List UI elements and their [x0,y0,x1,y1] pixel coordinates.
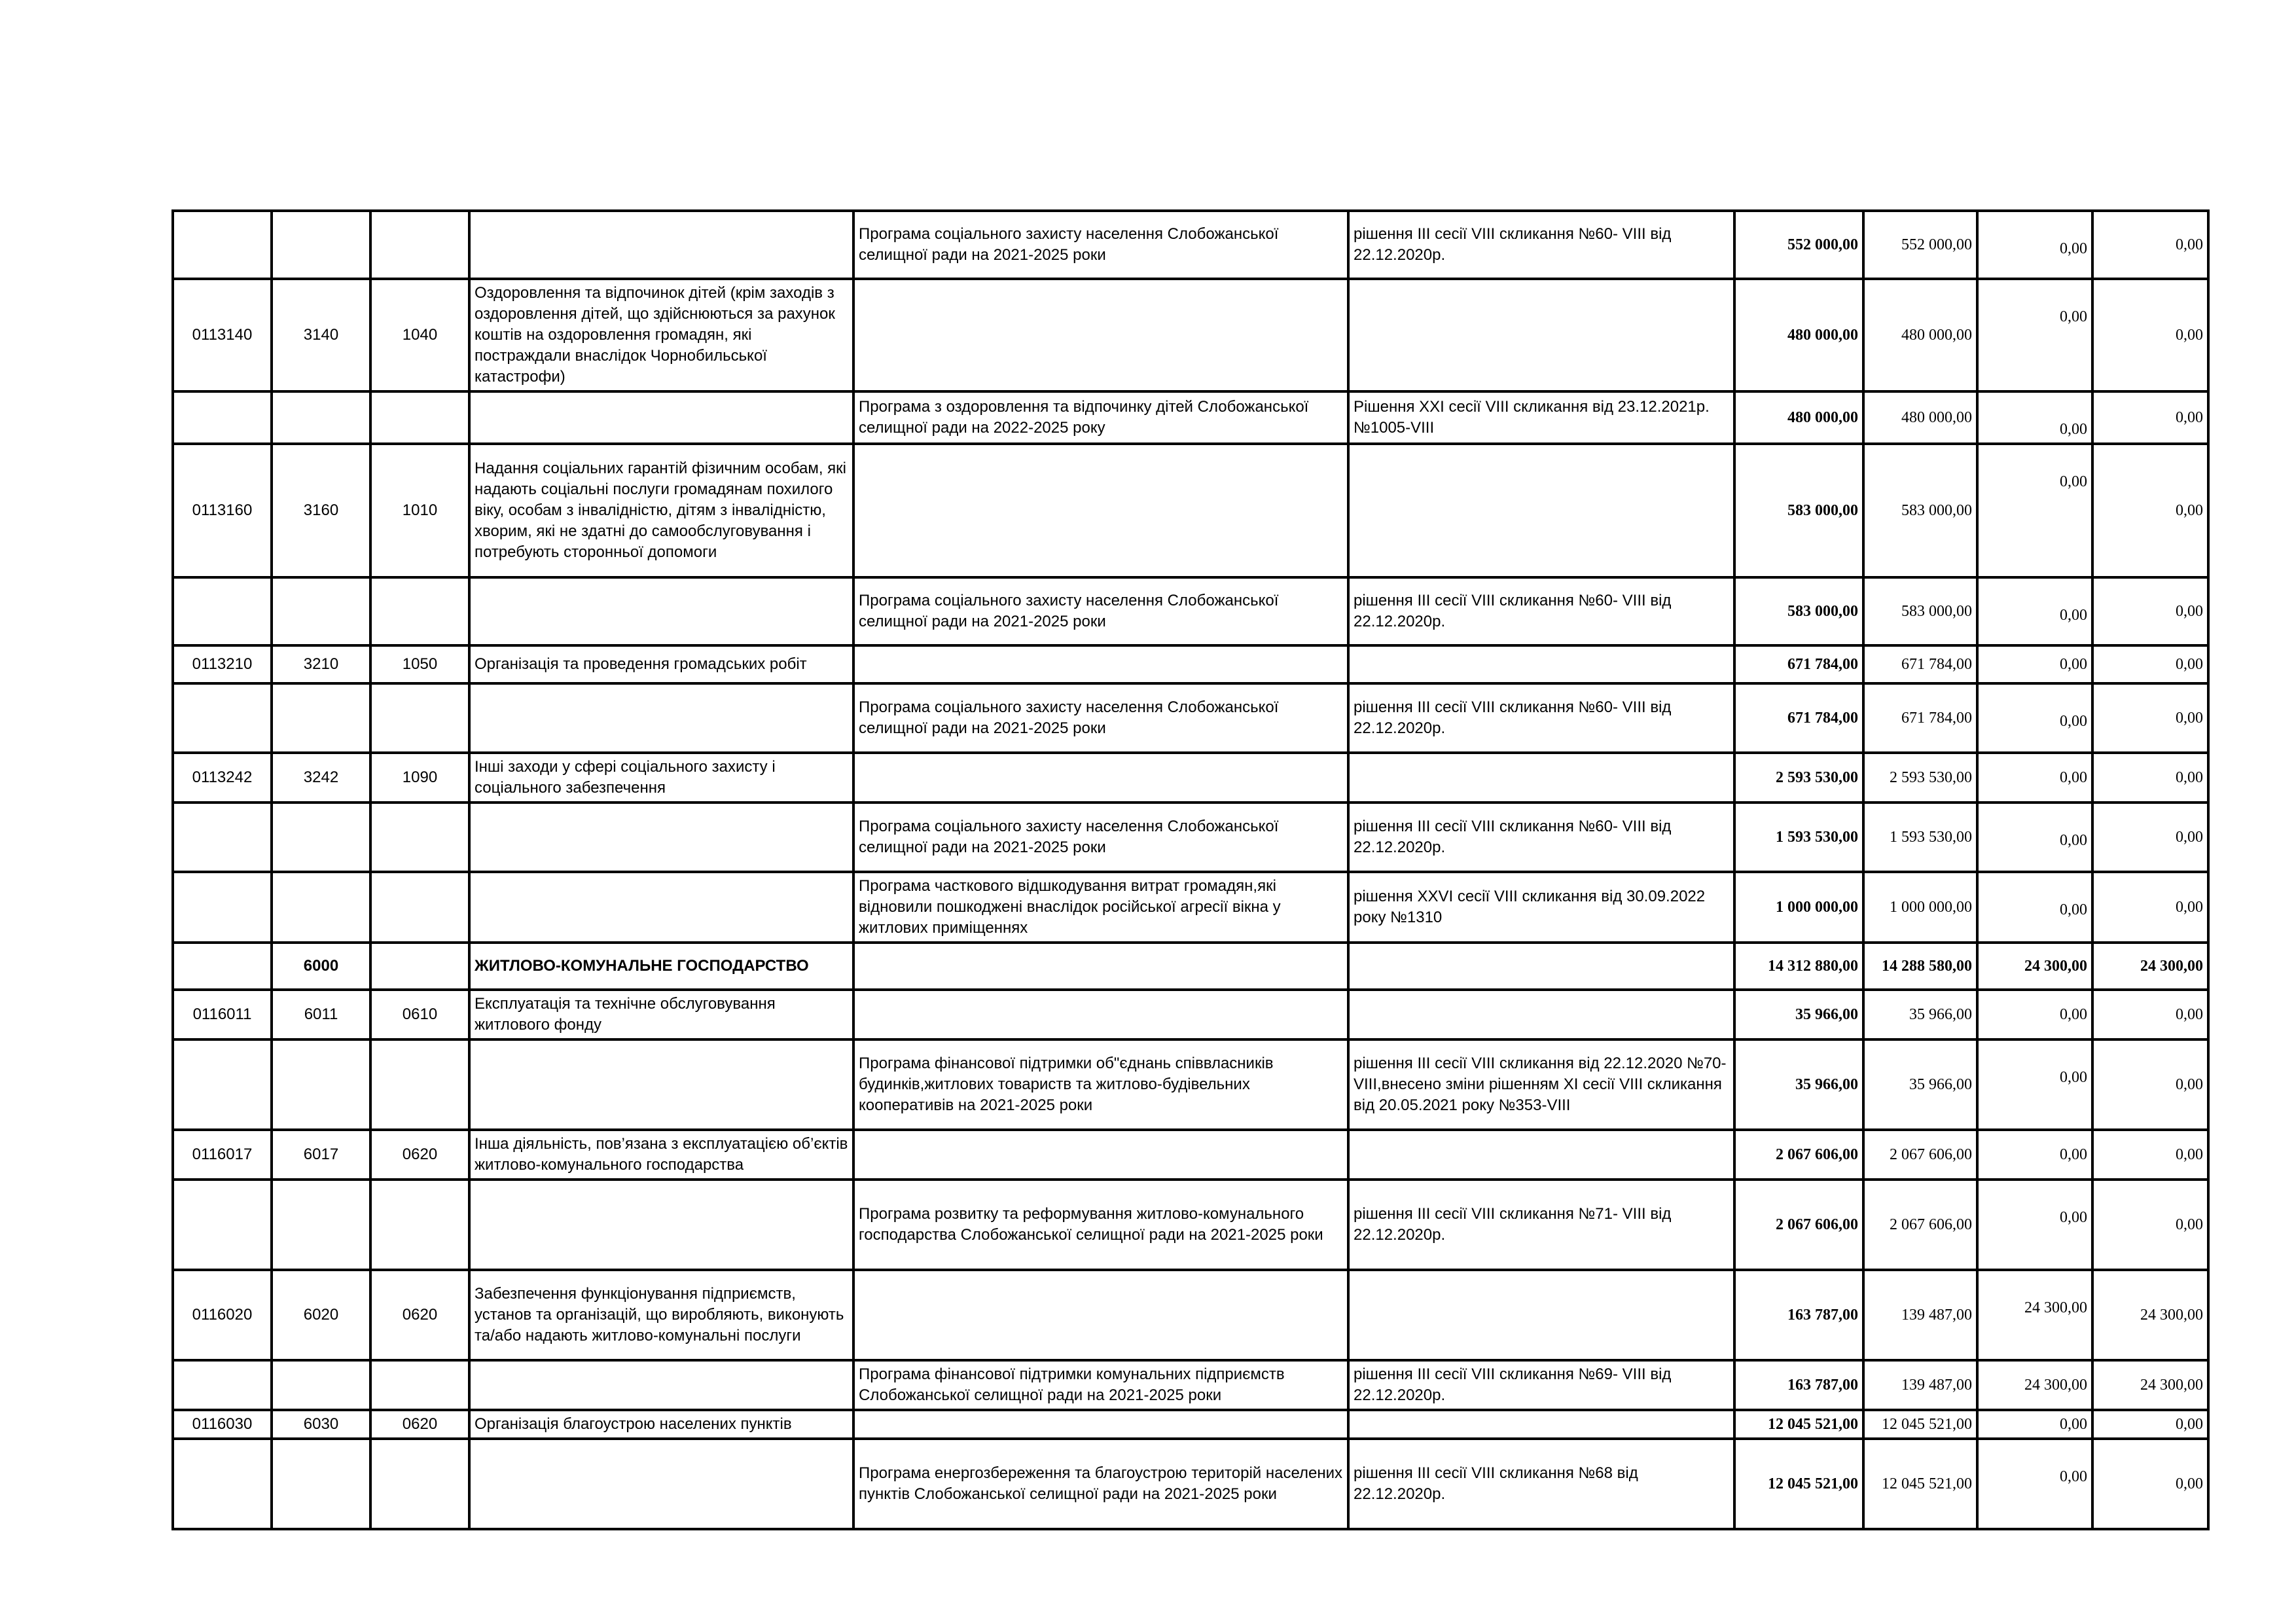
expenditure-name-cell [469,1360,853,1410]
section-row-housing [173,943,2208,990]
total-amount-cell: 163 787,00 [1734,1270,1863,1360]
program-name-cell [853,1130,1348,1180]
general-fund-cell: 12 045 521,00 [1863,1410,1977,1439]
decision-cell: рішення ІІІ сесії VІІІ скликання №60- VІІІ від 22.12.2020р. [1348,211,1734,279]
program-code-cell [173,1360,272,1410]
program-code-cell: 0116020 [173,1270,272,1360]
development-budget-cell: 0,00 [2092,803,2208,872]
subprogram-code-cell: 3242 [272,753,370,803]
expenditure-name-cell: Оздоровлення та відпочинок дітей (крім заходів з оздоровлення дітей, що здійснюються за рахунок коштів на оздоровлення громадян, які постраждали внаслідок Чорнобильської катастрофи) [469,279,853,391]
program-code-cell: 0113210 [173,645,272,683]
general-fund-cell: 35 966,00 [1863,990,1977,1039]
program-code-cell [173,872,272,943]
subprogram-code-cell [272,1439,370,1529]
decision-cell: рішення ІІІ сесії VІІІ скликання №71- VІІІ від 22.12.2020р. [1348,1180,1734,1270]
special-fund-cell: 0,00 [1977,577,2092,645]
function-code-cell [370,1360,469,1410]
table-row [173,1130,2208,1180]
expenditure-name-cell [469,391,853,444]
table-row [173,990,2208,1039]
program-code-cell [173,577,272,645]
subprogram-code-cell: 3210 [272,645,370,683]
total-amount-cell: 552 000,00 [1734,211,1863,279]
program-code-cell: 0113242 [173,753,272,803]
expenditure-name-cell: Забезпечення функціонування підприємств, установ та організацій, що виробляють, виконують та/або надають житлово-комунальні послуги [469,1270,853,1360]
total-amount-cell: 35 966,00 [1734,1039,1863,1130]
total-amount-cell: 163 787,00 [1734,1360,1863,1410]
decision-cell [1348,645,1734,683]
program-name-cell: Програма розвитку та реформування житлово-комунального господарства Слобожанської селищної ради на 2021-2025 роки [853,1180,1348,1270]
program-code-cell [173,803,272,872]
general-fund-cell: 583 000,00 [1863,577,1977,645]
expenditure-name-cell: Експлуатація та технічне обслуговування житлового фонду [469,990,853,1039]
general-fund-cell: 139 487,00 [1863,1270,1977,1360]
decision-cell [1348,990,1734,1039]
general-fund-cell: 2 067 606,00 [1863,1180,1977,1270]
total-amount-cell: 480 000,00 [1734,279,1863,391]
development-budget-cell: 0,00 [2092,872,2208,943]
program-name-cell: Програма соціального захисту населення Слобожанської селищної ради на 2021-2025 роки [853,577,1348,645]
general-fund-cell: 480 000,00 [1863,391,1977,444]
subprogram-code-cell [272,391,370,444]
program-code-cell: 0116030 [173,1410,272,1439]
function-code-cell: 1010 [370,444,469,577]
subprogram-code-cell: 6017 [272,1130,370,1180]
function-code-cell: 1040 [370,279,469,391]
table-row [173,1410,2208,1439]
development-budget-cell: 0,00 [2092,1180,2208,1270]
total-amount-cell: 671 784,00 [1734,645,1863,683]
development-budget-cell: 0,00 [2092,1039,2208,1130]
subprogram-code-cell: 3160 [272,444,370,577]
function-code-cell: 0620 [370,1270,469,1360]
subprogram-code-cell [272,1039,370,1130]
expenditure-name-cell [469,1439,853,1529]
function-code-cell: 0620 [370,1130,469,1180]
expenditure-name-cell [469,1180,853,1270]
special-fund-cell: 0,00 [1977,211,2092,279]
development-budget-cell: 24 300,00 [2092,1360,2208,1410]
table-row [173,444,2208,577]
program-code-cell [173,1439,272,1529]
decision-cell: рішення ІІІ сесії VІІІ скликання від 22.12.2020 №70-VIII,внесено зміни рішенням XI сесії VIII скликання від 20.05.2021 року №353-VIII [1348,1039,1734,1130]
development-budget-cell: 0,00 [2092,645,2208,683]
program-code-cell [173,391,272,444]
general-fund-cell: 35 966,00 [1863,1039,1977,1130]
function-code-cell [370,577,469,645]
decision-cell: рішення XXVI сесії VIII скликання від 30.09.2022 року №1310 [1348,872,1734,943]
expenditure-name-cell [469,577,853,645]
special-fund-cell: 0,00 [1977,1180,2092,1270]
expenditure-name-cell: Організація та проведення громадських робіт [469,645,853,683]
table-row [173,1360,2208,1410]
special-fund-cell: 0,00 [1977,645,2092,683]
table-row [173,279,2208,391]
general-fund-cell: 552 000,00 [1863,211,1977,279]
decision-cell: Рішення XXI сесії VIII скликання від 23.12.2021р. №1005-VIII [1348,391,1734,444]
program-name-cell [853,1270,1348,1360]
special-fund-cell: 0,00 [1977,1039,2092,1130]
development-budget-cell: 0,00 [2092,1410,2208,1439]
decision-cell [1348,753,1734,803]
special-fund-cell: 0,00 [1977,1130,2092,1180]
table-row [173,1270,2208,1360]
special-fund-cell: 24 300,00 [1977,1270,2092,1360]
special-fund-cell: 0,00 [1977,279,2092,391]
subprogram-code-cell [272,211,370,279]
subprogram-code-cell [272,683,370,753]
program-name-cell [853,753,1348,803]
function-code-cell [370,683,469,753]
program-code-cell: 0113160 [173,444,272,577]
development-budget-cell: 0,00 [2092,683,2208,753]
expenditure-name-cell: Організація благоустрою населених пунктів [469,1410,853,1439]
expenditure-name-cell [469,872,853,943]
function-code-cell [370,1039,469,1130]
function-code-cell [370,1439,469,1529]
program-name-cell: Програма соціального захисту населення Слобожанської селищної ради на 2021-2025 роки [853,683,1348,753]
total-amount-cell: 12 045 521,00 [1734,1410,1863,1439]
total-amount-cell: 1 593 530,00 [1734,803,1863,872]
expenditure-name-cell [469,211,853,279]
budget-programs-table [171,209,2210,1530]
decision-cell [1348,1270,1734,1360]
table-row [173,872,2208,943]
table-row [173,391,2208,444]
special-fund-cell: 0,00 [1977,444,2092,577]
total-amount-cell: 2 067 606,00 [1734,1180,1863,1270]
expenditure-name-cell [469,1039,853,1130]
function-code-cell [370,872,469,943]
function-code-cell [370,943,469,990]
program-code-cell [173,1180,272,1270]
total-amount-cell: 2 593 530,00 [1734,753,1863,803]
special-fund-cell: 24 300,00 [1977,1360,2092,1410]
decision-cell [1348,444,1734,577]
section-title-cell: ЖИТЛОВО-КОМУНАЛЬНЕ ГОСПОДАРСТВО [469,943,853,990]
table-row [173,1180,2208,1270]
program-name-cell: Програма фінансової підтримки об"єднань співвласників будинків,житлових товариств та житлово-будівельних кооперативів на 2021-2025 роки [853,1039,1348,1130]
decision-cell [1348,1130,1734,1180]
development-budget-cell: 0,00 [2092,753,2208,803]
total-amount-cell: 480 000,00 [1734,391,1863,444]
decision-cell: рішення ІІІ сесії VІІІ скликання №60- VІІІ від 22.12.2020р. [1348,577,1734,645]
special-fund-cell: 0,00 [1977,803,2092,872]
function-code-cell [370,1180,469,1270]
decision-cell: рішення ІІІ сесії VІІІ скликання №68 від 22.12.2020р. [1348,1439,1734,1529]
general-fund-cell: 671 784,00 [1863,683,1977,753]
subprogram-code-cell: 3140 [272,279,370,391]
program-name-cell [853,990,1348,1039]
table-row [173,683,2208,753]
subprogram-code-cell: 6030 [272,1410,370,1439]
function-code-cell [370,803,469,872]
development-budget-cell: 0,00 [2092,1439,2208,1529]
function-code-cell: 0620 [370,1410,469,1439]
decision-cell: рішення ІІІ сесії VІІІ скликання №69- VІІІ від 22.12.2020р. [1348,1360,1734,1410]
special-fund-cell: 0,00 [1977,990,2092,1039]
general-fund-cell: 480 000,00 [1863,279,1977,391]
expenditure-name-cell [469,803,853,872]
program-code-cell [173,1039,272,1130]
development-budget-cell: 0,00 [2092,1130,2208,1180]
function-code-cell [370,391,469,444]
table-row [173,1439,2208,1529]
function-code-cell [370,211,469,279]
total-amount-cell: 583 000,00 [1734,577,1863,645]
table-row [173,211,2208,279]
total-amount-cell: 12 045 521,00 [1734,1439,1863,1529]
general-fund-cell: 671 784,00 [1863,645,1977,683]
program-name-cell: Програма соціального захисту населення Слобожанської селищної ради на 2021-2025 роки [853,211,1348,279]
program-code-cell [173,211,272,279]
decision-cell: рішення ІІІ сесії VІІІ скликання №60- VІІІ від 22.12.2020р. [1348,803,1734,872]
program-name-cell: Програма з оздоровлення та відпочинку дітей Слобожанської селищної ради на 2022-2025 року [853,391,1348,444]
special-fund-cell: 0,00 [1977,753,2092,803]
expenditure-name-cell: Інші заходи у сфері соціального захисту і соціального забезпечення [469,753,853,803]
function-code-cell: 1090 [370,753,469,803]
decision-cell [1348,943,1734,990]
special-fund-cell: 0,00 [1977,683,2092,753]
subprogram-code-cell [272,1360,370,1410]
program-code-cell: 0116017 [173,1130,272,1180]
development-budget-cell: 0,00 [2092,990,2208,1039]
total-amount-cell: 35 966,00 [1734,990,1863,1039]
decision-cell [1348,1410,1734,1439]
program-code-cell: 0113140 [173,279,272,391]
special-fund-cell: 0,00 [1977,872,2092,943]
program-code-cell [173,943,272,990]
special-fund-cell: 0,00 [1977,1410,2092,1439]
program-name-cell: Програма часткового відшкодування витрат громадян,які відновили пошкоджені внаслідок російської агресії вікна у житлових приміщеннях [853,872,1348,943]
general-fund-cell: 2 067 606,00 [1863,1130,1977,1180]
table-row [173,803,2208,872]
total-amount-cell: 671 784,00 [1734,683,1863,753]
general-fund-cell: 1 000 000,00 [1863,872,1977,943]
general-fund-cell: 12 045 521,00 [1863,1439,1977,1529]
table-row [173,577,2208,645]
general-fund-cell: 583 000,00 [1863,444,1977,577]
expenditure-name-cell: Надання соціальних гарантій фізичним особам, які надають соціальні послуги громадянам похилого віку, особам з інвалідністю, дітям з інвалідністю, хворим, які не здатні до самообслуговування і потребують сторонньої допомоги [469,444,853,577]
development-budget-cell: 0,00 [2092,391,2208,444]
table-row [173,753,2208,803]
program-name-cell [853,444,1348,577]
function-code-cell: 0610 [370,990,469,1039]
special-fund-cell: 0,00 [1977,391,2092,444]
special-fund-cell: 0,00 [1977,1439,2092,1529]
subprogram-code-cell [272,1180,370,1270]
subprogram-code-cell [272,872,370,943]
subprogram-code-cell [272,803,370,872]
program-name-cell: Програма фінансової підтримки комунальних підприємств Слобожанської селищної ради на 2021-2025 роки [853,1360,1348,1410]
total-amount-cell: 2 067 606,00 [1734,1130,1863,1180]
program-name-cell [853,943,1348,990]
program-code-cell: 0116011 [173,990,272,1039]
decision-cell [1348,279,1734,391]
special-fund-cell: 24 300,00 [1977,943,2092,990]
program-name-cell: Програма соціального захисту населення Слобожанської селищної ради на 2021-2025 роки [853,803,1348,872]
general-fund-cell: 139 487,00 [1863,1360,1977,1410]
development-budget-cell: 0,00 [2092,211,2208,279]
decision-cell: рішення ІІІ сесії VІІІ скликання №60- VІІІ від 22.12.2020р. [1348,683,1734,753]
program-name-cell [853,645,1348,683]
general-fund-cell: 2 593 530,00 [1863,753,1977,803]
table-row [173,1039,2208,1130]
development-budget-cell: 0,00 [2092,577,2208,645]
subprogram-code-cell: 6011 [272,990,370,1039]
total-amount-cell: 1 000 000,00 [1734,872,1863,943]
development-budget-cell: 24 300,00 [2092,1270,2208,1360]
total-amount-cell: 14 312 880,00 [1734,943,1863,990]
program-code-cell [173,683,272,753]
expenditure-name-cell: Інша діяльність, пов’язана з експлуатацією об’єктів житлово-комунального господарства [469,1130,853,1180]
development-budget-cell: 0,00 [2092,444,2208,577]
development-budget-cell: 0,00 [2092,279,2208,391]
general-fund-cell: 1 593 530,00 [1863,803,1977,872]
program-name-cell: Програма енергозбереження та благоустрою територій населених пунктів Слобожанської селищної ради на 2021-2025 роки [853,1439,1348,1529]
subprogram-code-cell [272,577,370,645]
total-amount-cell: 583 000,00 [1734,444,1863,577]
general-fund-cell: 14 288 580,00 [1863,943,1977,990]
subprogram-code-cell: 6020 [272,1270,370,1360]
program-name-cell [853,279,1348,391]
table-row [173,645,2208,683]
section-code-cell: 6000 [272,943,370,990]
program-name-cell [853,1410,1348,1439]
expenditure-name-cell [469,683,853,753]
development-budget-cell: 24 300,00 [2092,943,2208,990]
function-code-cell: 1050 [370,645,469,683]
